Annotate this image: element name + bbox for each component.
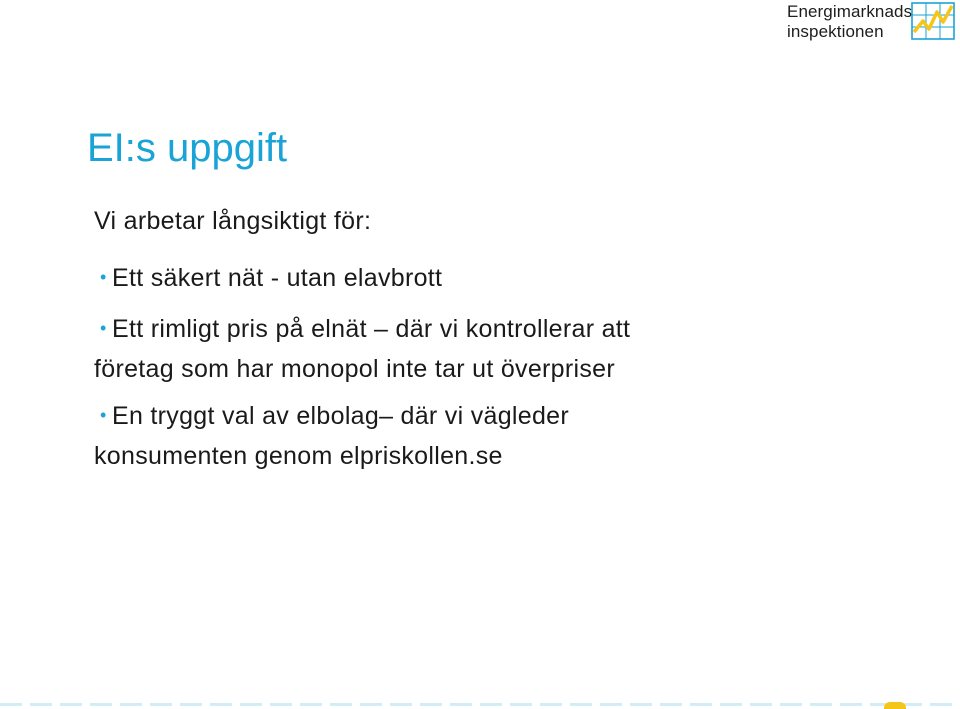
- energy-chart-mark-icon: [911, 2, 955, 40]
- bullet-item: [94, 392, 914, 475]
- bullet-text: Ett rimligt pris på elnät – där vi kontrollerar att: [112, 315, 631, 343]
- intro-text: Vi arbetar långsiktigt för:: [94, 207, 372, 235]
- logo: [787, 2, 957, 42]
- logo-line-2: inspektionen: [787, 22, 884, 41]
- slide-body: [94, 205, 914, 479]
- bullet-dot-icon: •: [100, 318, 107, 338]
- logo-wordmark: [787, 2, 912, 42]
- bullet-item: [94, 305, 914, 388]
- bullet-item: [94, 254, 914, 301]
- logo-line-1: Energimarknads: [787, 2, 913, 21]
- slide-title: EI:s uppgift: [87, 126, 288, 170]
- bullet-dot-icon: •: [100, 267, 107, 287]
- bullet-dot-icon: •: [100, 405, 107, 425]
- bullet-text-continuation: konsumenten genom elpriskollen.se: [94, 442, 503, 470]
- bullet-text: En tryggt val av elbolag– där vi vägleder: [112, 402, 570, 430]
- bullet-text: Ett säkert nät - utan elavbrott: [112, 264, 443, 292]
- footer-accent-tab: [884, 702, 906, 709]
- footer-divider: [0, 703, 960, 706]
- bullet-text-continuation: företag som har monopol inte tar ut överpriser: [94, 355, 615, 383]
